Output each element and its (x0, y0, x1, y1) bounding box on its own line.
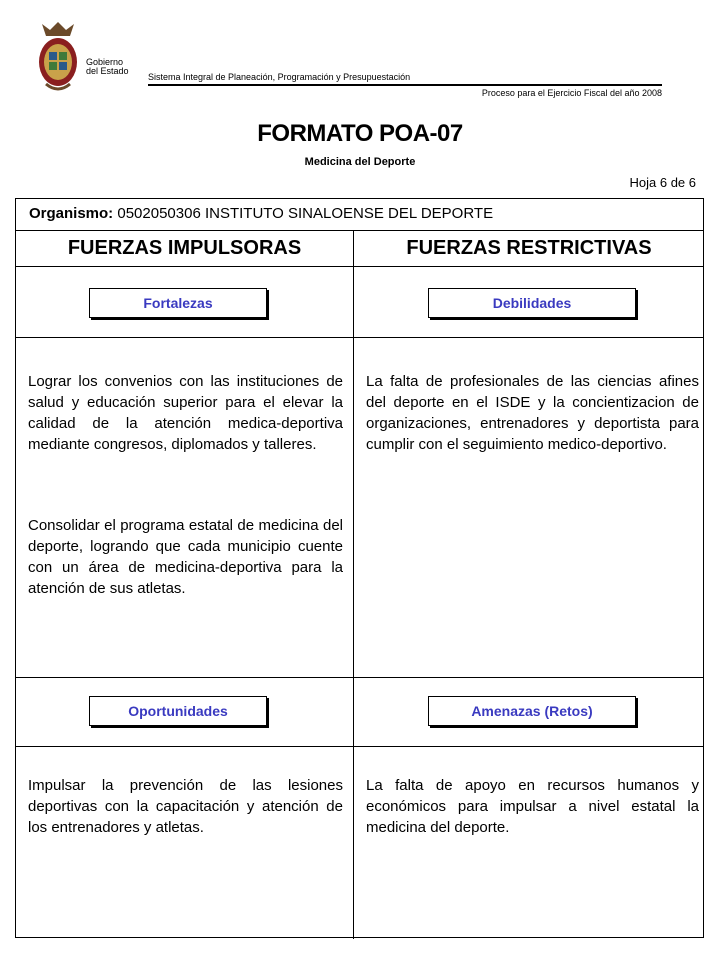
fortalezas-item: Lograr los convenios con las instituciones de salud y educación superior para el elevar la calidad de la atención medica-deportiva mediante congresos, diplomados y talleres. (28, 373, 343, 453)
header-fuerzas-restrictivas: FUERZAS RESTRICTIVAS (406, 237, 652, 259)
fortalezas-item: Consolidar el programa estatal de medicina del deporte, logrando que cada municipio cuente con un área de medicina-deportiva para la atención de sus atletas. (28, 517, 343, 597)
organismo-row (16, 199, 703, 231)
state-seal-logo (36, 18, 80, 96)
label-amenazas: Amenazas (Retos) (428, 696, 636, 726)
gobierno-line-2: del Estado (86, 66, 129, 76)
poa-form-table (15, 198, 704, 938)
row-divider-1 (16, 337, 703, 338)
page-number: Hoja 6 de 6 (629, 175, 696, 190)
gobierno-label (86, 58, 129, 76)
organismo-label: Organismo: (29, 205, 114, 222)
label-fortalezas: Fortalezas (89, 288, 267, 318)
organismo-value: 0502050306 INSTITUTO SINALOENSE DEL DEPORTE (117, 205, 494, 222)
column-headers (16, 230, 703, 267)
page-subtitle: Medicina del Deporte (304, 156, 416, 168)
amenazas-item: La falta de apoyo en recursos humanos y económicos para impulsar a nivel estatal la medicina del deporte. (366, 777, 699, 836)
header-fuerzas-impulsoras: FUERZAS IMPULSORAS (67, 237, 302, 259)
row-divider-3 (16, 746, 703, 747)
page-title: FORMATO POA-07 (257, 120, 463, 147)
debilidades-item: La falta de profesionales de las ciencias afines del deporte en el ISDE y la concientizacion de organizaciones, entrenadores y deportista para cumplir con el seguimiento medico-deportivo. (366, 373, 699, 453)
oportunidades-item: Impulsar la prevención de las lesiones deportivas con la capacitación y atención de los entrenadores y atletas. (28, 777, 343, 836)
header-rule (148, 84, 662, 86)
fiscal-process-label: Proceso para el Ejercicio Fiscal del año 2008 (481, 88, 662, 98)
system-name: Sistema Integral de Planeación, Programación y Presupuestación (148, 72, 411, 82)
label-debilidades: Debilidades (428, 288, 636, 318)
row-divider-2 (16, 677, 703, 678)
gobierno-line-1: Gobierno (86, 57, 124, 67)
label-oportunidades: Oportunidades (89, 696, 267, 726)
